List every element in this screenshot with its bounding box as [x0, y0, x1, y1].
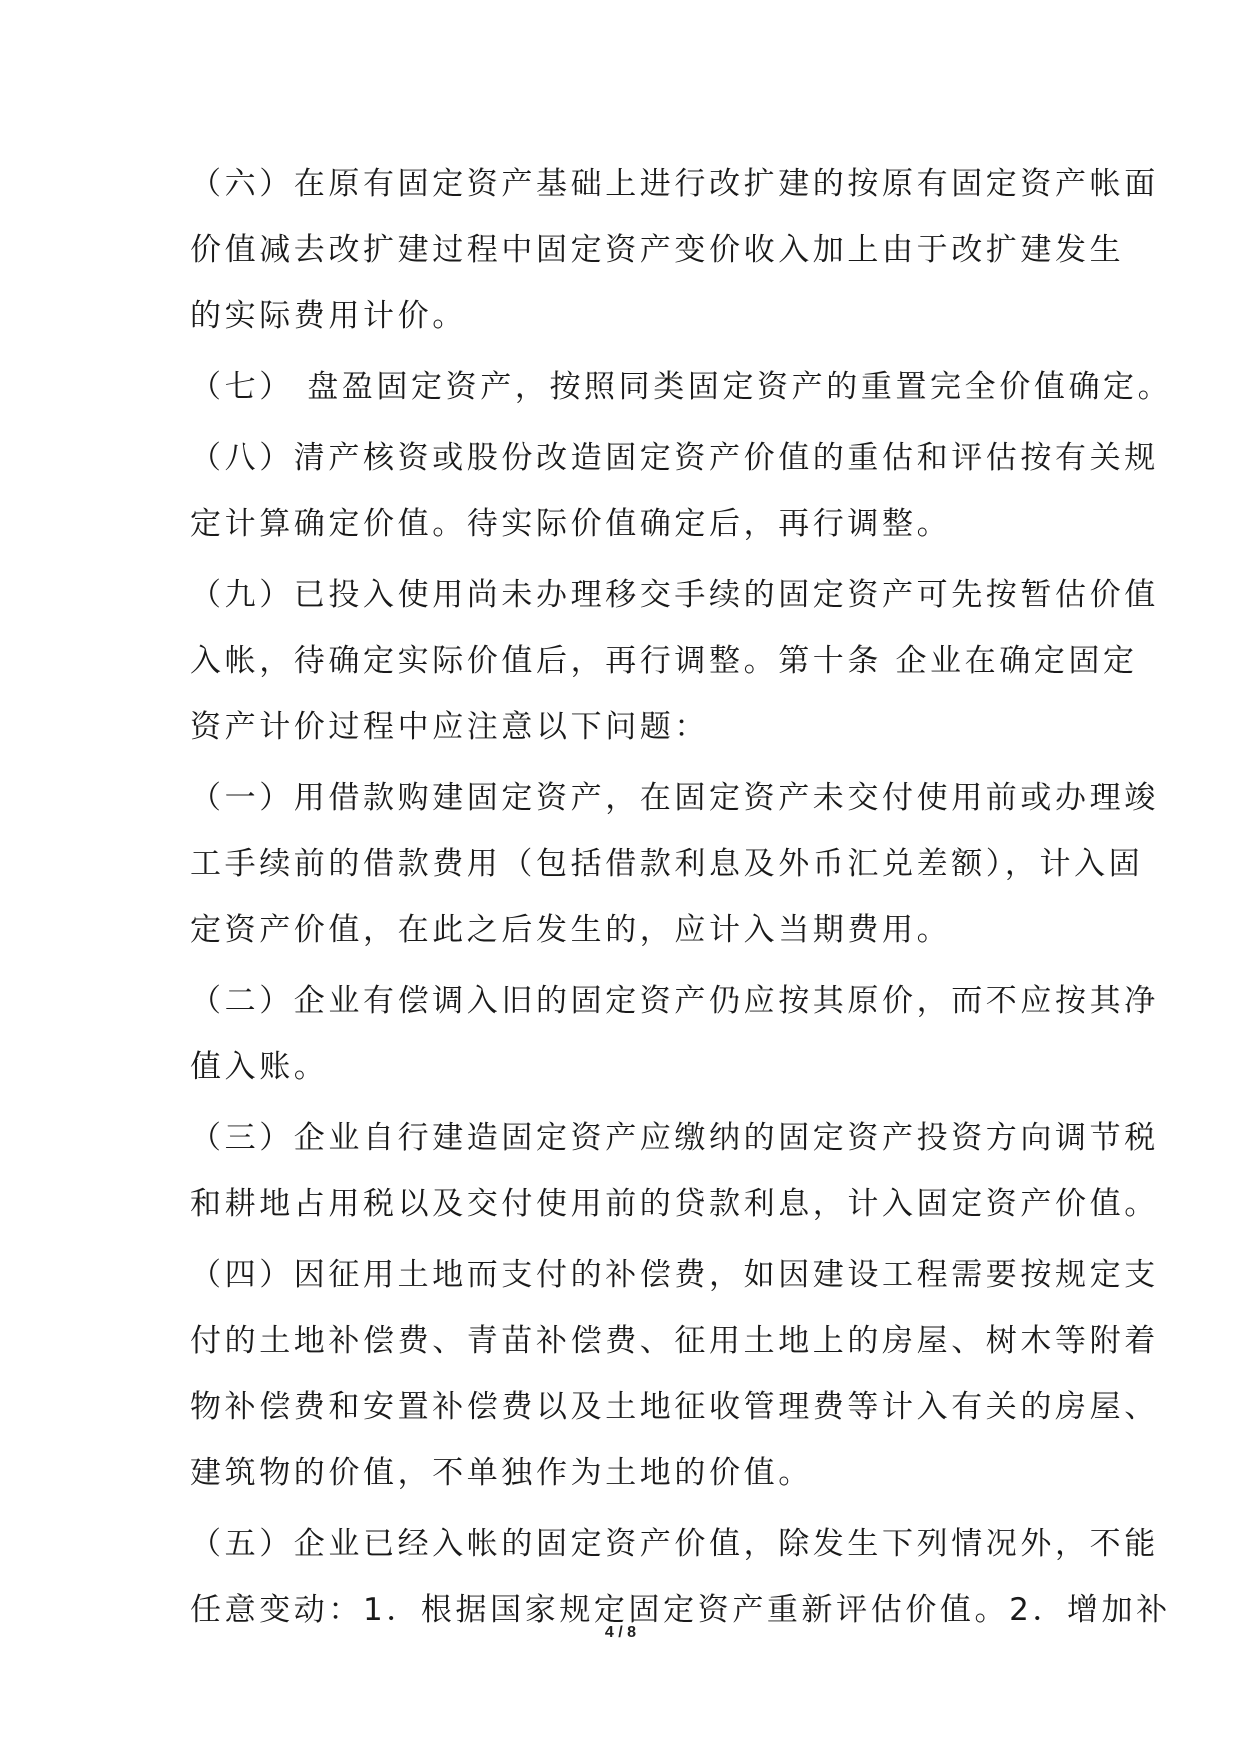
paragraph-line: （一）用借款购建固定资产，在固定资产未交付使用前或办理竣 [190, 780, 1159, 816]
paragraph-line: （五）企业已经入帐的固定资产价值，除发生下列情况外，不能 [190, 1526, 1159, 1562]
paragraph [190, 425, 1159, 557]
paragraph-line: 工手续前的借款费用（包括借款利息及外币汇兑差额），计入固 [190, 846, 1144, 882]
paragraph-line: 值入账。 [190, 1049, 329, 1085]
paragraph-line: 付的土地补偿费、青苗补偿费、征用土地上的房屋、树木等附着 [190, 1323, 1159, 1359]
paragraph [190, 1105, 1159, 1237]
paragraph-line: 定资产价值，在此之后发生的，应计入当期费用。 [190, 912, 952, 948]
paragraph-line: 和耕地占用税以及交付使用前的贷款利息，计入固定资产价值。 [190, 1186, 1159, 1222]
paragraph-line: 建筑物的价值，不单独作为土地的价值。 [190, 1455, 813, 1491]
paragraph-line: （六）在原有固定资产基础上进行改扩建的按原有固定资产帐面 [190, 166, 1159, 202]
page-number: 4 / 8 [604, 1624, 637, 1641]
paragraph [190, 1242, 1159, 1506]
paragraph-line: （九）已投入使用尚未办理移交手续的固定资产可先按暂估价值 [190, 577, 1159, 613]
paragraph-line: 资产计价过程中应注意以下问题： [190, 709, 709, 745]
paragraph [190, 968, 1159, 1100]
document-body [190, 151, 1173, 1648]
paragraph-line: （八）清产核资或股份改造固定资产价值的重估和评估按有关规 [190, 440, 1159, 476]
paragraph [190, 765, 1159, 963]
paragraph-line: 任意变动：1．根据国家规定固定资产重新评估价值。2．增加补 [190, 1592, 1171, 1628]
paragraph [190, 354, 1173, 420]
paragraph-line: （二）企业有偿调入旧的固定资产仍应按其原价，而不应按其净 [190, 983, 1159, 1019]
paragraph [190, 151, 1159, 349]
paragraph-line: 物补偿费和安置补偿费以及土地征收管理费等计入有关的房屋、 [190, 1389, 1159, 1425]
paragraph-line: （四）因征用土地而支付的补偿费，如因建设工程需要按规定支 [190, 1257, 1159, 1293]
paragraph-line: 定计算确定价值。待实际价值确定后，再行调整。 [190, 506, 952, 542]
paragraph [190, 562, 1159, 760]
paragraph-line: 价值减去改扩建过程中固定资产变价收入加上由于改扩建发生 [190, 232, 1125, 268]
paragraph-line: 入帐，待确定实际价值后，再行调整。第十条 企业在确定固定 [190, 643, 1138, 679]
paragraph-line: 的实际费用计价。 [190, 298, 467, 334]
paragraph-line: （三）企业自行建造固定资产应缴纳的固定资产投资方向调节税 [190, 1120, 1159, 1156]
paragraph-line: （七） 盘盈固定资产，按照同类固定资产的重置完全价值确定。 [190, 369, 1173, 405]
